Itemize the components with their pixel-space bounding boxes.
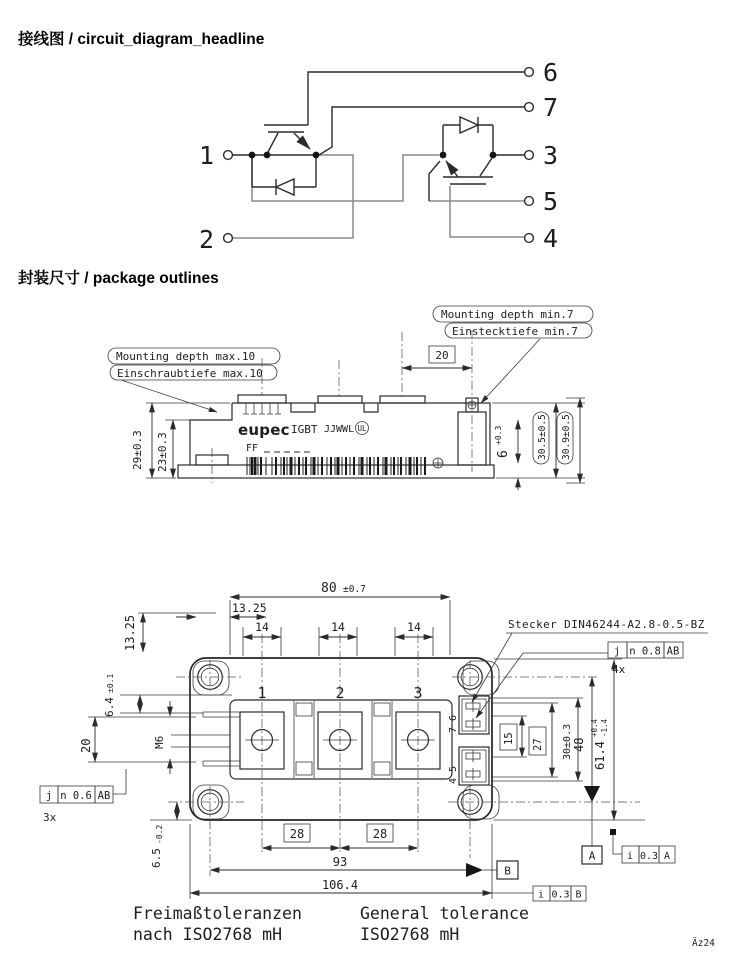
igbt2-symbol	[429, 155, 525, 201]
svg-text:93: 93	[332, 855, 348, 869]
svg-text:6.4: 6.4	[103, 697, 116, 717]
svg-text:B: B	[575, 889, 582, 901]
aux-pin-blocks	[459, 696, 489, 785]
svg-text:AB: AB	[666, 645, 680, 658]
terminal-pad-3: 3	[413, 684, 423, 702]
terminal-6-label: 6	[543, 58, 559, 87]
thread-m6	[153, 701, 170, 774]
package-top-view	[40, 581, 708, 901]
dim-27	[491, 703, 558, 777]
module-side-outline	[178, 395, 494, 478]
svg-text:20: 20	[435, 349, 449, 362]
svg-text:+0.4: +0.4	[590, 718, 599, 737]
dim-13-25-top	[176, 601, 267, 617]
dim-pin-pitch-20	[402, 346, 472, 368]
circuit-routing-wires	[232, 155, 525, 238]
terminal-5-label: 5	[543, 187, 559, 216]
barcode	[247, 457, 425, 475]
svg-text:28: 28	[372, 827, 388, 841]
package-side-view	[108, 306, 593, 490]
note-en-1: General tolerance	[360, 904, 529, 923]
datum-b-label: B	[504, 864, 511, 878]
stecker-callout	[472, 618, 708, 702]
aux-pin-labels-lower: 4 5	[448, 765, 459, 784]
eupec-logo: eupec	[238, 421, 290, 439]
svg-text:29±0.3: 29±0.3	[131, 430, 144, 470]
svg-text:30.5±0.5: 30.5±0.5	[537, 414, 548, 460]
callout-mounting-depth-min	[433, 306, 593, 403]
callout-max-en: Mounting depth max.10	[116, 350, 256, 363]
dim-14-group	[243, 620, 433, 656]
dim-20-left	[79, 717, 196, 762]
svg-text:20: 20	[79, 738, 93, 753]
svg-text:6: 6	[496, 450, 511, 458]
svg-text:30±0.3: 30±0.3	[562, 723, 573, 760]
module-markings	[238, 421, 443, 475]
terminal-2-label: 2	[199, 225, 215, 254]
svg-text:j: j	[45, 790, 53, 802]
dim-6-4	[103, 674, 232, 717]
svg-text:-1.4: -1.4	[600, 718, 609, 737]
type-prefix: FF	[246, 443, 259, 454]
date-code: JJWWL	[324, 424, 355, 435]
svg-text:n 0.8: n 0.8	[629, 645, 661, 658]
fcf-aux-pins	[476, 642, 683, 718]
svg-text:23±0.3: 23±0.3	[156, 432, 169, 472]
tolerance-notes	[133, 904, 715, 949]
svg-text:A: A	[663, 851, 671, 862]
svg-text:±0.1: ±0.1	[106, 673, 115, 693]
terminal-1-label: 1	[199, 141, 215, 170]
terminal-pad-2: 2	[335, 684, 345, 702]
dim-6-5	[150, 802, 192, 868]
note-de-2: nach ISO2768 mH	[133, 925, 283, 944]
circuit-headline: 接线图 / circuit_diagram_headline	[18, 31, 265, 48]
aux-pin-labels-upper: 7 6	[448, 714, 459, 733]
svg-text:3x: 3x	[43, 811, 57, 824]
svg-text:i: i	[537, 889, 545, 901]
svg-text:30.9±0.5: 30.9±0.5	[561, 414, 572, 460]
svg-text:0.3: 0.3	[639, 851, 659, 862]
terminal-3-label: 3	[543, 141, 559, 170]
dim-height-23	[156, 420, 190, 478]
fcf-flatness-b	[492, 886, 586, 901]
svg-text:13.25: 13.25	[232, 601, 267, 615]
sheet-code: Äz24	[692, 938, 715, 949]
svg-text:4x: 4x	[612, 663, 626, 676]
svg-text:M6: M6	[153, 735, 166, 749]
svg-text:27: 27	[532, 738, 544, 751]
terminal-4-label: 4	[543, 224, 559, 253]
svg-text:i: i	[626, 851, 634, 862]
igbt1-symbol	[232, 72, 525, 155]
fcf-flatness-a	[610, 829, 675, 863]
ul-mark-text: UL	[357, 424, 367, 433]
circuit-diagram	[199, 58, 558, 254]
package-headline: 封装尺寸 / package outlines	[18, 270, 219, 287]
svg-text:61.4: 61.4	[593, 741, 607, 770]
svg-text:AB: AB	[97, 790, 111, 802]
svg-text:14: 14	[331, 620, 345, 634]
callout-min-de: Einstecktiefe min.7	[452, 325, 578, 338]
svg-text:6.5: 6.5	[150, 848, 163, 868]
dim-height-30-9	[557, 398, 580, 483]
svg-text:+0.3: +0.3	[494, 425, 503, 445]
dim-15	[491, 716, 527, 757]
svg-text:28: 28	[289, 827, 305, 841]
terminal-7-label: 7	[543, 93, 559, 122]
fcf-mounting-holes	[40, 769, 126, 824]
dim-13-25-left	[123, 613, 216, 652]
svg-text:Stecker DIN46244-A2.8-0.5-BZ: Stecker DIN46244-A2.8-0.5-BZ	[508, 618, 705, 631]
diode2-symbol	[443, 117, 493, 152]
note-de-1: Freimaßtoleranzen	[133, 904, 302, 923]
svg-text:15: 15	[503, 732, 515, 745]
svg-text:±0.7: ±0.7	[343, 584, 366, 595]
note-en-2: ISO2768 mH	[360, 925, 460, 944]
svg-text:0.3: 0.3	[551, 889, 570, 901]
callout-max-de: Einschraubtiefe max.10	[117, 367, 263, 380]
callout-min-en: Mounting depth min.7	[441, 308, 574, 321]
svg-text:-0.2: -0.2	[155, 824, 164, 844]
svg-text:j: j	[613, 645, 621, 658]
svg-text:48: 48	[572, 737, 586, 752]
dim-pin-6	[494, 420, 518, 490]
diode1-symbol	[252, 158, 316, 195]
dim-80	[230, 581, 450, 655]
dim-height-29	[131, 403, 230, 478]
svg-text:80: 80	[321, 581, 337, 596]
svg-text:14: 14	[407, 620, 421, 634]
dim-93-datum-b	[210, 855, 518, 879]
datum-a-label: A	[588, 849, 596, 863]
svg-text:106.4: 106.4	[321, 878, 359, 892]
svg-text:n 0.6: n 0.6	[60, 790, 92, 802]
igbt-label: IGBT	[291, 423, 318, 436]
svg-text:13.25: 13.25	[123, 614, 137, 651]
terminal-pad-1: 1	[257, 684, 267, 702]
svg-text:14: 14	[255, 620, 269, 634]
module-top-outline	[190, 658, 492, 820]
